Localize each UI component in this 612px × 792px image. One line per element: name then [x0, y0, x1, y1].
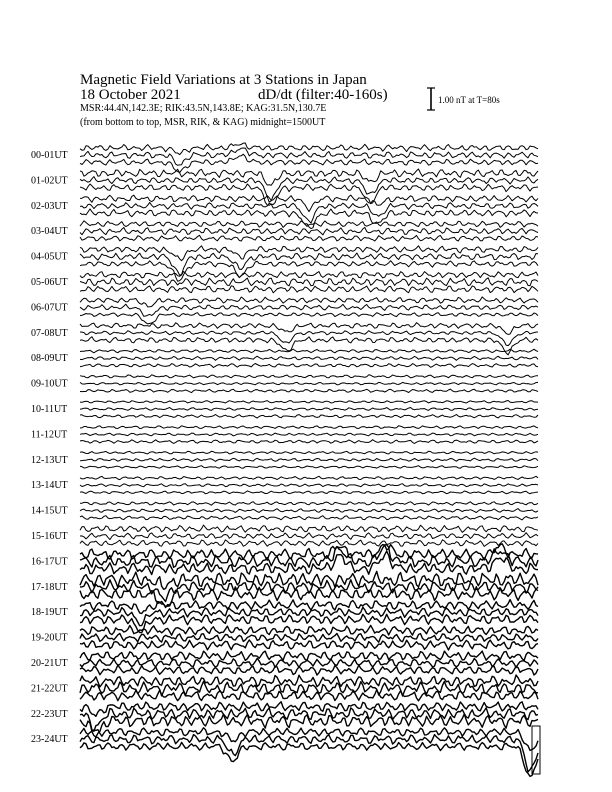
chart-date: 18 October 2021 [80, 87, 181, 103]
row-label: 03-04UT [31, 226, 68, 238]
row-label: 21-22UT [31, 683, 68, 695]
station-coordinates: MSR:44.4N,142.3E; RIK:43.5N,143.8E; KAG:31.5N,130.7E [80, 103, 327, 114]
trace-rik [80, 356, 538, 360]
trace-msr [80, 491, 538, 494]
trace-msr [80, 540, 538, 547]
trace-rik [80, 658, 538, 667]
trace-row-00-01ut [31, 143, 538, 173]
trace-rik [80, 382, 538, 385]
trace-row-10-11ut [31, 401, 538, 419]
trace-row-15-16ut [31, 525, 538, 546]
trace-rik [80, 484, 538, 487]
trace-kag [80, 476, 538, 479]
trace-row-21-22ut [31, 675, 538, 701]
trace-row-23-24ut [31, 728, 538, 777]
trace-rik [80, 533, 538, 540]
trace-rik [80, 458, 538, 461]
row-label: 15-16UT [31, 531, 68, 542]
trace-kag [80, 297, 538, 307]
trace-msr [80, 415, 538, 419]
trace-kag [80, 600, 538, 614]
row-label: 10-11UT [31, 404, 68, 415]
row-label: 00-01UT [31, 150, 68, 161]
trace-kag [80, 426, 538, 429]
trace-msr [80, 742, 538, 776]
trace-rik [80, 202, 538, 223]
row-label: 12-13UT [31, 454, 68, 466]
trace-msr [80, 184, 538, 205]
row-label: 11-12UT [31, 429, 68, 441]
trace-msr [80, 364, 538, 368]
trace-order-note: (from bottom to top, MSR, RIK, & KAG) midnight=1500UT [80, 117, 326, 128]
row-label: 16-17UT [31, 556, 68, 568]
trace-row-11-12ut [31, 426, 538, 444]
trace-msr [80, 261, 538, 282]
row-label: 19-20UT [31, 632, 68, 644]
trace-rik [80, 278, 538, 286]
scale-bar-label: 1.00 nT at T=80s [438, 95, 500, 105]
trace-row-16-17ut [31, 544, 538, 575]
trace-rik [80, 433, 538, 436]
trace-msr [80, 440, 538, 444]
row-label: 20-21UT [31, 658, 68, 669]
trace-kag [80, 451, 538, 454]
trace-kag [80, 375, 538, 378]
row-label: 23-24UT [31, 734, 68, 746]
trace-msr [80, 389, 538, 393]
row-label: 07-08UT [31, 327, 68, 339]
trace-row-14-15ut [31, 502, 538, 520]
trace-kag [80, 272, 538, 278]
trace-row-01-02ut [31, 169, 538, 205]
trace-kag [80, 323, 538, 335]
trace-kag [80, 625, 538, 635]
trace-msr [80, 640, 538, 650]
trace-row-03-04ut [31, 221, 538, 241]
trace-kag [80, 349, 538, 353]
trace-kag [80, 246, 538, 261]
trace-kag [80, 502, 538, 506]
row-label: 22-23UT [31, 708, 68, 720]
row-label: 08-09UT [31, 353, 68, 365]
row-label: 09-10UT [31, 378, 68, 390]
trace-msr [80, 587, 538, 608]
trace-row-09-10ut [31, 375, 538, 393]
trace-kag [80, 401, 538, 404]
row-label: 01-02UT [31, 175, 68, 187]
trace-rik [80, 681, 538, 696]
trace-kag [80, 169, 538, 185]
scale-bar [427, 88, 435, 110]
trace-msr [80, 665, 538, 675]
trace-row-19-20ut [31, 625, 538, 650]
row-label: 17-18UT [31, 581, 68, 593]
row-label: 06-07UT [31, 302, 68, 314]
trace-rik [80, 735, 538, 772]
trace-rik [80, 227, 538, 235]
trace-msr [80, 466, 538, 469]
trace-rik [80, 408, 538, 411]
chart-quantity: dD/dt (filter:40-160s) [258, 87, 388, 103]
trace-rik [80, 509, 538, 513]
row-label: 04-05UT [31, 251, 68, 263]
trace-row-20-21ut [31, 651, 538, 675]
trace-msr [80, 286, 538, 293]
trace-rik [80, 331, 538, 346]
chart-title: Magnetic Field Variations at 3 Stations in Japan [80, 72, 367, 88]
trace-row-06-07ut [31, 297, 538, 324]
trace-row-08-09ut [31, 349, 538, 367]
trace-row-05-06ut [31, 272, 538, 293]
trace-msr [80, 516, 538, 520]
row-label: 14-15UT [31, 505, 68, 517]
row-label: 18-19UT [31, 607, 68, 619]
trace-kag [80, 651, 538, 660]
row-label: 02-03UT [31, 200, 68, 212]
trace-row-13-14ut [31, 476, 538, 494]
trace-rik [80, 148, 538, 165]
trace-msr [80, 690, 538, 701]
row-label: 13-14UT [31, 480, 68, 492]
row-label: 05-06UT [31, 277, 68, 288]
trace-rik [80, 253, 538, 275]
trace-row-12-13ut [31, 451, 538, 468]
trace-kag [80, 525, 538, 532]
trace-msr [80, 235, 538, 241]
